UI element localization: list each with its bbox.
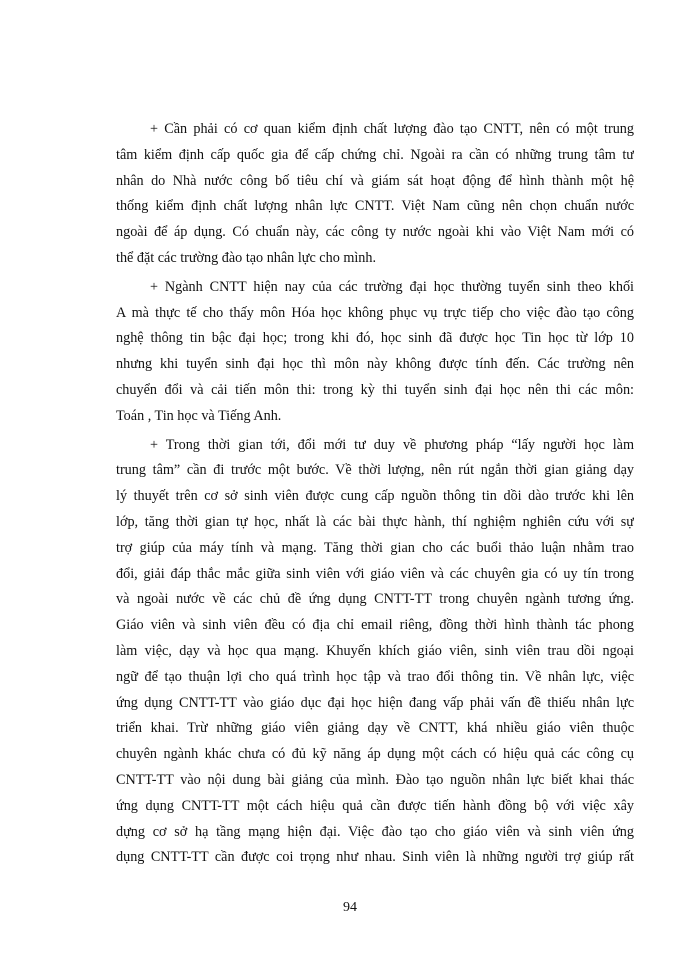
text-line: A mà thực tế cho thấy môn Hóa học không phục vụ trực tiếp cho việc đào tạo công (116, 304, 634, 321)
text-line: + Cần phải có cơ quan kiểm định chất lượng đào tạo CNTT, nên có một trung (150, 121, 634, 137)
text-line: trợ giúp của máy tính và mạng. Tăng thời gian cho các buổi thảo luận nhằm trao (116, 539, 634, 556)
text-line: nhưng khi tuyển sinh đại học thì môn này không được tính đến. Các trường nên (116, 356, 634, 373)
text-line: ngoài để áp dụng. Có chuẩn này, các công ty nước ngoài khi vào Việt Nam mới có (116, 224, 634, 241)
text-line: ứng dụng CNTT-TT một cách hiệu quả cần được tiến hành đồng bộ với việc xây (116, 797, 634, 814)
text-line: chuyên ngành khác chưa có đủ kỹ năng áp dụng một cách có hiệu quả các công cụ (116, 746, 634, 763)
text-line: + Ngành CNTT hiện nay của các trường đại học thường tuyển sinh theo khối (150, 278, 634, 295)
text-line: Giáo viên và sinh viên đều có địa chỉ email riêng, đồng thời hình thành tác phong (116, 617, 634, 634)
text-line: ngữ để tạo thuận lợi cho quá trình học tập và trao đổi thông tin. Về nhân lực, việc (116, 668, 634, 685)
text-line: triển khai. Trừ những giáo viên giảng dạy về CNTT, khá nhiều giáo viên thuộc (116, 720, 634, 737)
paragraph-learner-centered-methods (116, 433, 634, 872)
text-line: CNTT-TT vào nội dung bài giảng của mình. Đào tạo nguồn nhân lực biết khai thác (116, 771, 634, 788)
text-line: nhân do Nhà nước công bố tiêu chí và giám sát hoạt động để hình thành một hệ (116, 172, 634, 189)
paragraph-cntt-quality-accreditation (116, 117, 634, 272)
paragraph-admission-subjects (116, 275, 634, 430)
text-line: làm việc, dạy và học qua mạng. Khuyến khích giáo viên, sinh viên trau dồi ngoại (116, 642, 634, 659)
text-line: thống kiểm định chất lượng nhân lực CNTT. Việt Nam cũng nên chọn chuẩn nước (116, 198, 634, 215)
text-line: và ngoài nước về các chủ đề ứng dụng CNTT-TT trong chuyên ngành tương ứng. (116, 591, 634, 608)
text-line: lý thuyết trên cơ sở sinh viên được cung cấp nguồn thông tin dồi dào trước khi lên (116, 488, 634, 505)
text-line: đổi, giải đáp thắc mắc giữa sinh viên với giáo viên và các chuyên gia có uy tín trong (116, 565, 634, 582)
text-line: dụng CNTT-TT cần được coi trọng như nhau. Sinh viên là những người trợ giúp rất (116, 849, 634, 866)
text-line: trung tâm” cần đi trước một bước. Về thời lượng, nên rút ngắn thời gian giảng dạy (116, 462, 634, 479)
text-line: chuyển đổi và cải tiến môn thi: trong kỳ thi tuyển sinh đại học nên thi các môn: (116, 381, 634, 398)
body-text (116, 117, 634, 874)
page-number: 94 (343, 900, 357, 915)
text-line: nghệ thông tin bậc đại học; trong khi đó, học sinh đã được học Tin học từ lớp 10 (116, 330, 634, 347)
text-line: lớp, tăng thời gian tự học, nhất là các bài thực hành, thí nghiệm nghiên cứu với sự (116, 513, 634, 530)
text-line: ứng dụng CNTT-TT vào giáo dục đại học hiện đang vấp phải vấn đề thiếu nhân lực (116, 694, 634, 711)
text-line: tâm kiểm định cấp quốc gia để cấp chứng chỉ. Ngoài ra cần có những trung tâm tư (116, 146, 634, 163)
text-line: thể đặt các trường đào tạo nhân lực cho mình. (116, 249, 377, 266)
text-line: dựng cơ sở hạ tầng mạng hiện đại. Việc đào tạo cho giáo viên và sinh viên ứng (116, 823, 634, 840)
text-line: Toán , Tin học và Tiếng Anh. (116, 407, 282, 424)
text-line: + Trong thời gian tới, đổi mới tư duy về phương pháp “lấy người học làm (150, 436, 634, 453)
